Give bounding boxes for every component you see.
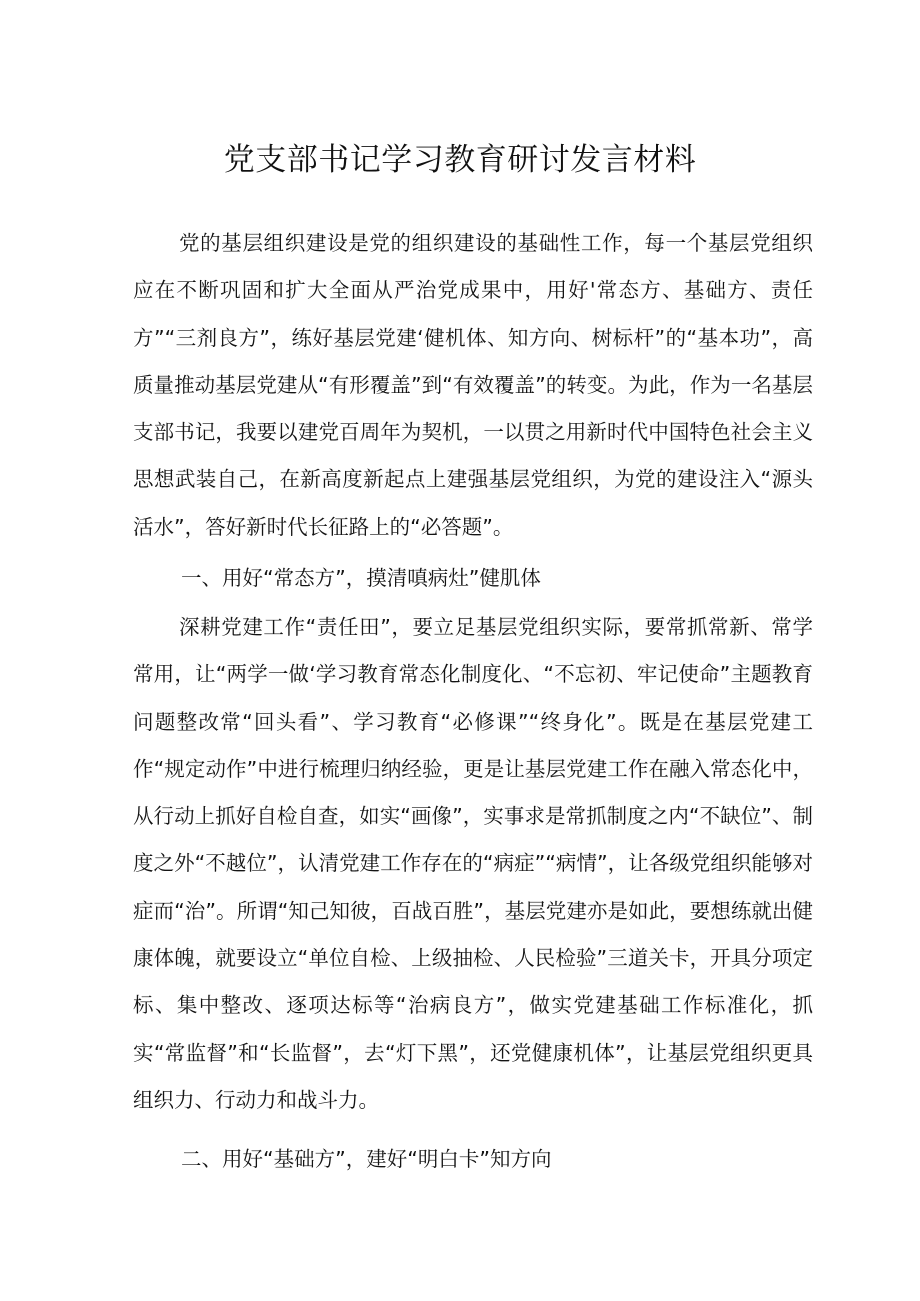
section-heading-1: 一、用好“常态方”，摸清嗔病灶”健肌体 xyxy=(181,566,541,590)
document-title: 党支部书记学习教育研讨发言材料 xyxy=(223,142,697,178)
body-paragraph-intro: 党的基层组织建设是党的组织建设的基础性工作，每一个基层党组织应在不断巩固和扩大全面从严治党成果中，用好'常态方、基础方、责任方”“三剂良方”，练好基层党建‘健机体、知方向、树标杆”的“基本功”，高质量推动基层党建从“有形覆盖”到“有效覆盖”的转变。为此，作为一名基层支部书记，我要以建党百周年为契机，一以贯之用新时代中国特色社会主义思想武装自己，在新高度新起点上建强基层党组织，为党的建设注入“源头活水”，答好新时代长征路上的“必答题”。 xyxy=(133,231,813,539)
section-heading-2: 二、用好“基础方”，建好“明白卡”知方向 xyxy=(181,1147,552,1171)
body-paragraph-section-1: 深耕党建工作“责任田”，要立足基层党组织实际，要常抓常新、常学常用，让“两学一做‘学习教育常态化制度化、“不忘初、牢记使命”主题教育问题整改常“回头看”、学习教育“必修课”“终身化”。既是在基层党建工作“规定动作”中进行梳理归纳经验，更是让基层党建工作在融入常态化中，从行动上抓好自检自查，如实“画像”，实事求是常抓制度之内“不缺位”、制度之外“不越位”，认清党建工作存在的“病症”“病情”，让各级党组织能够对症而“治”。所谓“知己知彼，百战百胜”，基层党建亦是如此，要想练就出健康体魄，就要设立“单位自检、上级抽检、人民检验”三道关卡，开具分项定标、集中整改、逐项达标等“治病良方”，做实党建基础工作标准化，抓实“常监督”和“长监督”，去“灯下黑”，还党健康机体”，让基层党组织更具组织力、行动力和战斗力。 xyxy=(133,615,813,1112)
